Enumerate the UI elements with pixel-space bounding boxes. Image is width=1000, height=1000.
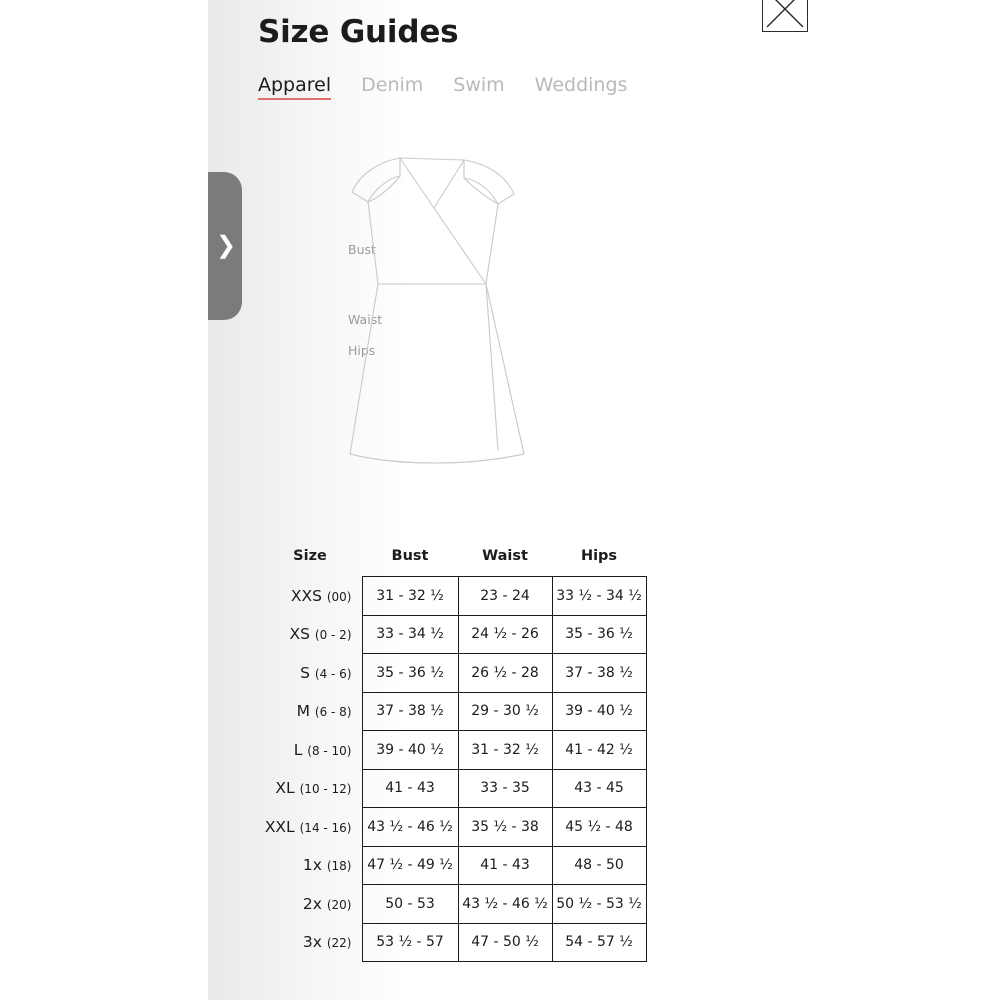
table-row <box>258 923 646 962</box>
tab-weddings-label: Weddings <box>534 74 628 96</box>
size-chart-table <box>258 542 647 962</box>
size-code: XXS <box>290 586 322 605</box>
row-size-label <box>258 846 362 885</box>
size-numeric: (8 - 10) <box>307 743 352 758</box>
tab-apparel[interactable] <box>258 74 331 100</box>
wrap-dress-icon <box>338 134 588 484</box>
size-code: 1x <box>302 856 322 875</box>
tab-apparel-label: Apparel <box>258 74 332 96</box>
cell-waist: 29 - 30 ½ <box>458 692 552 731</box>
size-numeric: (18) <box>326 859 352 874</box>
size-code: 2x <box>302 894 322 913</box>
row-size-label <box>258 731 362 770</box>
cell-bust: 33 - 34 ½ <box>362 615 458 654</box>
size-numeric: (10 - 12) <box>299 782 352 797</box>
chevron-right-icon: ❯ <box>215 232 237 259</box>
cell-waist: 33 - 35 <box>458 769 552 808</box>
size-numeric: (4 - 6) <box>314 666 352 681</box>
size-code: XXL <box>264 817 295 836</box>
cell-hips: 45 ½ - 48 <box>552 808 646 847</box>
row-size-label <box>258 808 362 847</box>
size-code: 3x <box>302 933 322 952</box>
column-header-bust: Bust <box>391 548 429 564</box>
size-numeric: (14 - 16) <box>299 820 352 835</box>
size-code: L <box>293 740 303 759</box>
size-code: M <box>296 702 310 721</box>
cell-waist: 41 - 43 <box>458 846 552 885</box>
cell-bust: 31 - 32 ½ <box>362 577 458 616</box>
table-row <box>258 577 646 616</box>
close-button[interactable] <box>762 0 808 32</box>
cell-hips: 48 - 50 <box>552 846 646 885</box>
waist-label: Waist <box>348 312 383 327</box>
table-header-row <box>258 542 646 577</box>
column-header-hips: Hips <box>580 548 618 564</box>
table-row <box>258 846 646 885</box>
page-title: Size Guides <box>258 14 459 50</box>
cell-hips: 54 - 57 ½ <box>552 923 646 962</box>
size-numeric: (6 - 8) <box>314 705 352 720</box>
row-size-label <box>258 615 362 654</box>
size-code: XS <box>289 625 310 644</box>
cell-waist: 35 ½ - 38 <box>458 808 552 847</box>
cell-bust: 50 - 53 <box>362 885 458 924</box>
size-code: XL <box>275 779 295 798</box>
bust-label: Bust <box>348 242 376 257</box>
column-header-waist: Waist <box>482 548 528 564</box>
table-row <box>258 731 646 770</box>
tab-denim[interactable] <box>361 74 423 100</box>
row-size-label <box>258 692 362 731</box>
cell-bust: 43 ½ - 46 ½ <box>362 808 458 847</box>
size-code: S <box>300 663 310 682</box>
size-numeric: (00) <box>326 589 352 604</box>
cell-bust: 41 - 43 <box>362 769 458 808</box>
table-row <box>258 615 646 654</box>
row-size-label <box>258 654 362 693</box>
cell-hips: 39 - 40 ½ <box>552 692 646 731</box>
column-header-size: Size <box>293 548 327 565</box>
hips-label: Hips <box>348 343 376 358</box>
row-size-label <box>258 769 362 808</box>
measurement-illustration <box>258 134 678 524</box>
cell-hips: 37 - 38 ½ <box>552 654 646 693</box>
table-row <box>258 654 646 693</box>
cell-waist: 23 - 24 <box>458 577 552 616</box>
tab-swim[interactable] <box>453 74 504 100</box>
cell-bust: 39 - 40 ½ <box>362 731 458 770</box>
expand-panel-arrow-button[interactable] <box>208 172 242 320</box>
cell-bust: 35 - 36 ½ <box>362 654 458 693</box>
tab-denim-label: Denim <box>361 74 424 96</box>
table-row <box>258 769 646 808</box>
close-icon <box>763 0 807 31</box>
table-row <box>258 692 646 731</box>
cell-waist: 31 - 32 ½ <box>458 731 552 770</box>
row-size-label <box>258 577 362 616</box>
row-size-label <box>258 923 362 962</box>
size-numeric: (0 - 2) <box>314 628 352 643</box>
cell-hips: 35 - 36 ½ <box>552 615 646 654</box>
tab-weddings[interactable] <box>535 74 628 100</box>
cell-hips: 43 - 45 <box>552 769 646 808</box>
category-tabs <box>258 74 678 100</box>
table-row <box>258 808 646 847</box>
cell-waist: 26 ½ - 28 <box>458 654 552 693</box>
size-numeric: (20) <box>326 897 352 912</box>
cell-bust: 47 ½ - 49 ½ <box>362 846 458 885</box>
cell-bust: 53 ½ - 57 <box>362 923 458 962</box>
cell-hips: 50 ½ - 53 ½ <box>552 885 646 924</box>
modal-content <box>258 0 678 962</box>
table-row <box>258 885 646 924</box>
cell-hips: 33 ½ - 34 ½ <box>552 577 646 616</box>
cell-waist: 43 ½ - 46 ½ <box>458 885 552 924</box>
cell-waist: 47 - 50 ½ <box>458 923 552 962</box>
cell-hips: 41 - 42 ½ <box>552 731 646 770</box>
tab-swim-label: Swim <box>453 74 505 96</box>
cell-bust: 37 - 38 ½ <box>362 692 458 731</box>
row-size-label <box>258 885 362 924</box>
cell-waist: 24 ½ - 26 <box>458 615 552 654</box>
size-numeric: (22) <box>326 936 352 951</box>
